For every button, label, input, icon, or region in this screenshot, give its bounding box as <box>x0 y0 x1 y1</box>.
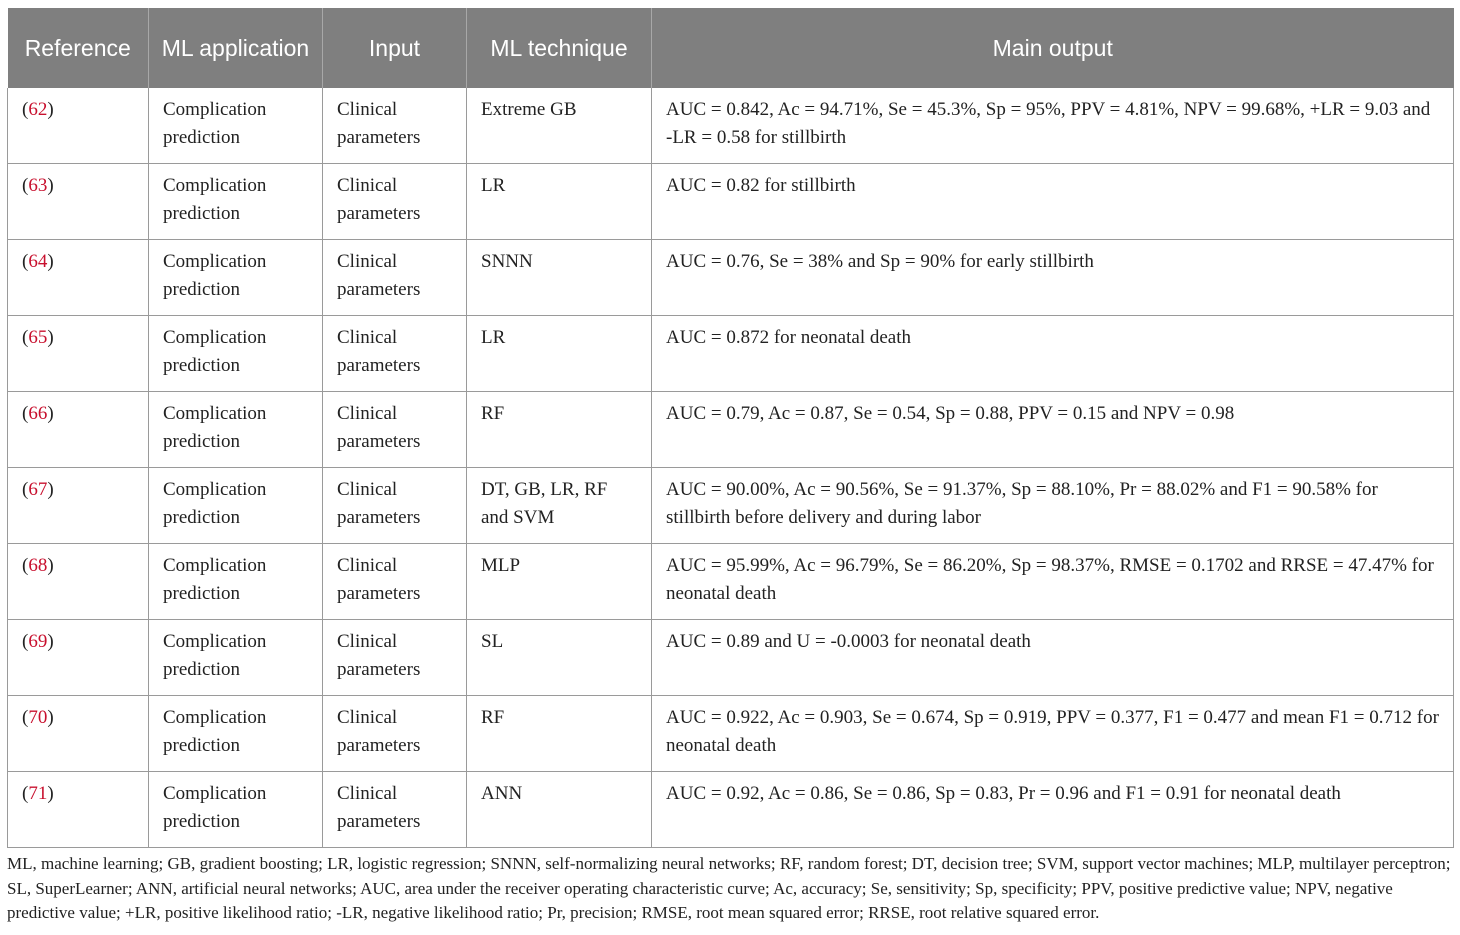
main-output-cell: AUC = 0.76, Se = 38% and Sp = 90% for early stillbirth <box>652 240 1454 316</box>
reference-paren-open: ( <box>22 555 29 576</box>
reference-link[interactable]: 70 <box>28 707 48 728</box>
ml-application-cell: Complication prediction <box>149 392 323 468</box>
ml-technique-cell: LR <box>467 316 652 392</box>
reference-paren-close: ) <box>47 251 54 272</box>
reference-paren-close: ) <box>47 403 54 424</box>
reference-cell <box>8 772 149 848</box>
reference-cell <box>8 240 149 316</box>
reference-paren-close: ) <box>47 479 54 500</box>
ml-application-cell: Complication prediction <box>149 88 323 164</box>
reference-link[interactable]: 67 <box>28 479 48 500</box>
reference-paren-open: ( <box>22 783 29 804</box>
reference-cell <box>8 392 149 468</box>
reference-paren-open: ( <box>22 403 29 424</box>
reference-paren-close: ) <box>47 175 54 196</box>
ml-technique-cell: MLP <box>467 544 652 620</box>
reference-paren-close: ) <box>47 555 54 576</box>
main-output-cell: AUC = 0.82 for stillbirth <box>652 164 1454 240</box>
main-output-cell: AUC = 0.79, Ac = 0.87, Se = 0.54, Sp = 0.88, PPV = 0.15 and NPV = 0.98 <box>652 392 1454 468</box>
input-cell: Clinical parameters <box>323 392 467 468</box>
reference-cell <box>8 544 149 620</box>
reference-paren-open: ( <box>22 175 29 196</box>
main-output-cell: AUC = 0.842, Ac = 94.71%, Se = 45.3%, Sp = 95%, PPV = 4.81%, NPV = 99.68%, +LR = 9.03 and -LR = 0.58 for stillbirth <box>652 88 1454 164</box>
reference-paren-open: ( <box>22 631 29 652</box>
reference-link[interactable]: 68 <box>28 555 48 576</box>
ml-application-cell: Complication prediction <box>149 696 323 772</box>
results-table-container <box>7 8 1453 848</box>
header-ml-application: ML application <box>149 8 323 88</box>
main-output-cell: AUC = 95.99%, Ac = 96.79%, Se = 86.20%, Sp = 98.37%, RMSE = 0.1702 and RRSE = 47.47% for neonatal death <box>652 544 1454 620</box>
reference-link[interactable]: 63 <box>28 175 48 196</box>
reference-paren-open: ( <box>22 99 29 120</box>
ml-technique-cell: RF <box>467 696 652 772</box>
table-row <box>8 164 1454 240</box>
reference-paren-open: ( <box>22 707 29 728</box>
reference-paren-close: ) <box>47 783 54 804</box>
ml-application-cell: Complication prediction <box>149 468 323 544</box>
results-table <box>7 8 1454 848</box>
header-input: Input <box>323 8 467 88</box>
input-cell: Clinical parameters <box>323 88 467 164</box>
main-output-cell: AUC = 0.872 for neonatal death <box>652 316 1454 392</box>
reference-paren-open: ( <box>22 479 29 500</box>
reference-paren-open: ( <box>22 251 29 272</box>
ml-technique-cell: SNNN <box>467 240 652 316</box>
ml-application-cell: Complication prediction <box>149 164 323 240</box>
ml-application-cell: Complication prediction <box>149 772 323 848</box>
table-row <box>8 88 1454 164</box>
ml-application-cell: Complication prediction <box>149 544 323 620</box>
reference-link[interactable]: 66 <box>28 403 48 424</box>
reference-link[interactable]: 65 <box>28 327 48 348</box>
table-row <box>8 772 1454 848</box>
input-cell: Clinical parameters <box>323 696 467 772</box>
ml-application-cell: Complication prediction <box>149 240 323 316</box>
main-output-cell: AUC = 90.00%, Ac = 90.56%, Se = 91.37%, Sp = 88.10%, Pr = 88.02% and F1 = 90.58% for stillbirth before delivery and during labor <box>652 468 1454 544</box>
reference-paren-close: ) <box>47 631 54 652</box>
reference-cell <box>8 468 149 544</box>
reference-link[interactable]: 64 <box>28 251 48 272</box>
reference-link[interactable]: 69 <box>28 631 48 652</box>
header-ml-technique: ML technique <box>467 8 652 88</box>
main-output-cell: AUC = 0.92, Ac = 0.86, Se = 0.86, Sp = 0.83, Pr = 0.96 and F1 = 0.91 for neonatal death <box>652 772 1454 848</box>
ml-application-cell: Complication prediction <box>149 316 323 392</box>
input-cell: Clinical parameters <box>323 544 467 620</box>
reference-link[interactable]: 62 <box>28 99 48 120</box>
input-cell: Clinical parameters <box>323 316 467 392</box>
input-cell: Clinical parameters <box>323 240 467 316</box>
table-row <box>8 544 1454 620</box>
table-body <box>8 88 1454 848</box>
table-row <box>8 620 1454 696</box>
ml-technique-cell: ANN <box>467 772 652 848</box>
table-row <box>8 392 1454 468</box>
table-footnote: ML, machine learning; GB, gradient boosting; LR, logistic regression; SNNN, self-normalizing neural networks; RF, random forest; DT, decision tree; SVM, support vector machines; MLP, multilayer perceptron; SL, SuperLearner; ANN, artificial neural networks; AUC, area under the receiver operating characteristic curve; Ac, accuracy; Se, sensitivity; Sp, specificity; PPV, positive predictive value; NPV, negative predictive value; +LR, positive likelihood ratio; -LR, negative likelihood ratio; Pr, precision; RMSE, root mean squared error; RRSE, root relative squared error. <box>7 854 1451 922</box>
reference-cell <box>8 620 149 696</box>
reference-link[interactable]: 71 <box>28 783 48 804</box>
reference-paren-open: ( <box>22 327 29 348</box>
header-row <box>8 8 1454 88</box>
ml-technique-cell: Extreme GB <box>467 88 652 164</box>
table-row <box>8 468 1454 544</box>
input-cell: Clinical parameters <box>323 468 467 544</box>
table-row <box>8 316 1454 392</box>
reference-paren-close: ) <box>47 707 54 728</box>
header-main-output: Main output <box>652 8 1454 88</box>
input-cell: Clinical parameters <box>323 164 467 240</box>
reference-paren-close: ) <box>47 327 54 348</box>
ml-technique-cell: LR <box>467 164 652 240</box>
input-cell: Clinical parameters <box>323 772 467 848</box>
main-output-cell: AUC = 0.922, Ac = 0.903, Se = 0.674, Sp = 0.919, PPV = 0.377, F1 = 0.477 and mean F1 = 0.712 for neonatal death <box>652 696 1454 772</box>
ml-technique-cell: RF <box>467 392 652 468</box>
ml-technique-cell: SL <box>467 620 652 696</box>
ml-application-cell: Complication prediction <box>149 620 323 696</box>
reference-cell <box>8 164 149 240</box>
reference-cell <box>8 316 149 392</box>
reference-paren-close: ) <box>47 99 54 120</box>
input-cell: Clinical parameters <box>323 620 467 696</box>
table-row <box>8 696 1454 772</box>
reference-cell <box>8 88 149 164</box>
main-output-cell: AUC = 0.89 and U = -0.0003 for neonatal death <box>652 620 1454 696</box>
ml-technique-cell: DT, GB, LR, RF and SVM <box>467 468 652 544</box>
header-reference: Reference <box>8 8 149 88</box>
reference-cell <box>8 696 149 772</box>
table-row <box>8 240 1454 316</box>
